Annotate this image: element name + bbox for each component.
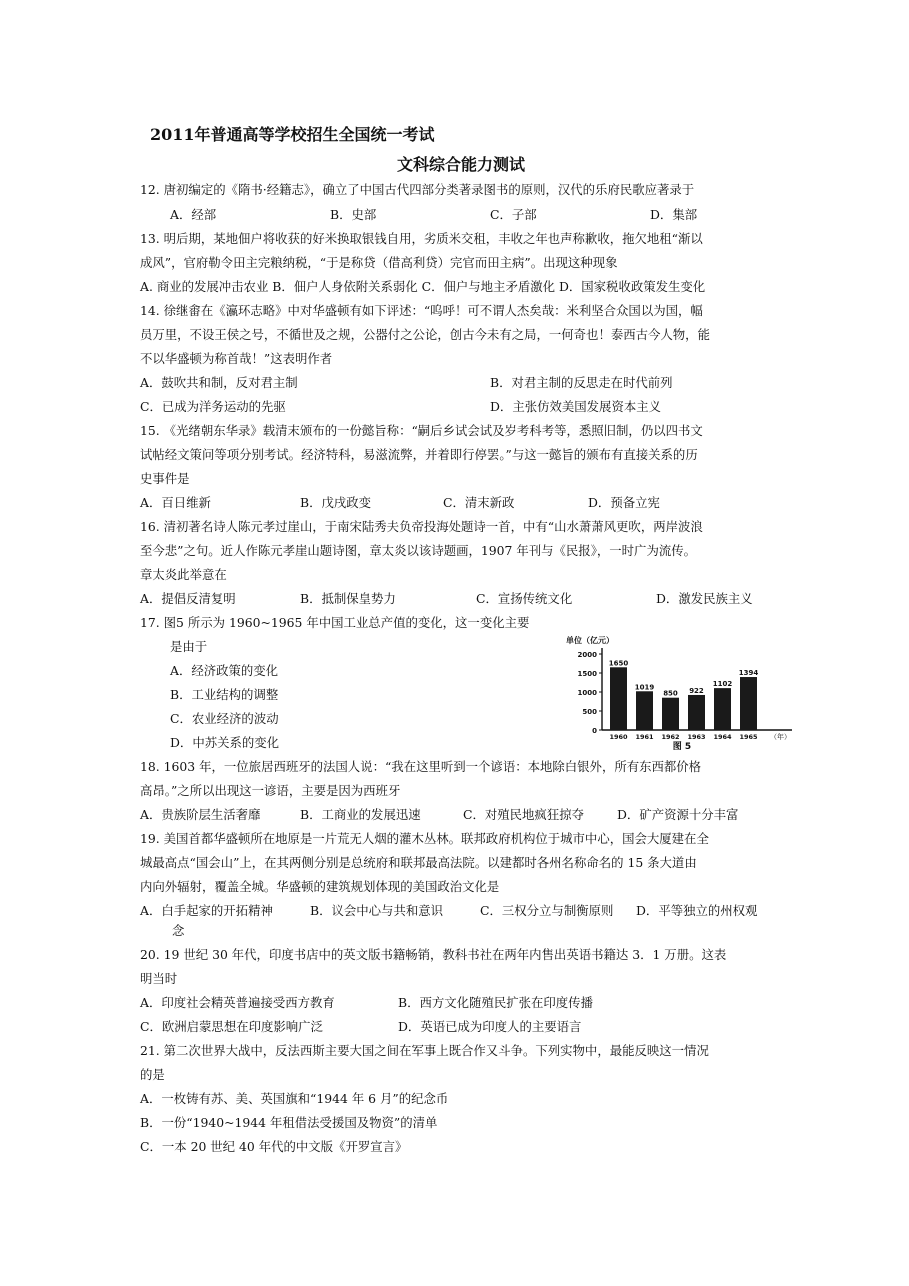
q15-option-c: C．清末新政 — [443, 495, 515, 510]
q19-option-d: D．平等独立的州权观 — [636, 903, 758, 918]
q19-stem-line: 内向外辐射，覆盖全城。华盛顿的建筑规划体现的美国政治文化是 — [140, 879, 500, 894]
q14-stem-line: 员万里，不设王侯之号，不循世及之规，公器付之公论，创古今未有之局，一何奇也！泰西古今人物，能 — [140, 327, 710, 342]
q16-option-b: B．抵制保皇势力 — [300, 591, 396, 606]
q13-stem-line: 13. 明后期，某地佃户将收获的好米换取银钱自用，劣质米交租，丰收之年也声称歉收，拖欠地租“渐以 — [140, 231, 703, 246]
q19-stem-line: 城最高点“国会山”上，在其两侧分别是总统府和联邦最高法院。以建都时各州名称命名的 15 条大道由 — [140, 855, 697, 870]
q16-stem-line: 16. 清初著名诗人陈元孝过崖山，于南宋陆秀夫负帝投海处题诗一首，中有“山水萧萧风更吹，两岸波浪 — [140, 519, 703, 534]
q21-stem-line: 21. 第二次世界大战中，反法西斯主要大国之间在军事上既合作又斗争。下列实物中，最能反映这一情况 — [140, 1043, 709, 1058]
q20-option-a: A．印度社会精英普遍接受西方教育 — [140, 995, 335, 1010]
q19-option-a: A．白手起家的开拓精神 — [140, 903, 273, 918]
q15-option-b: B．戊戌政变 — [300, 495, 372, 510]
q16-stem-line: 至今悲”之句。近人作陈元孝崖山题诗图，章太炎以该诗题画，1907 年刊与《民报》，一时广为流传。 — [140, 543, 697, 558]
x-tick-label: 1960 — [609, 733, 628, 741]
q19-option-d-wrap: 念 — [172, 923, 185, 938]
y-tick-label: 500 — [582, 708, 597, 716]
bar-value-label: 850 — [663, 689, 678, 698]
y-tick-label: 1500 — [577, 670, 597, 678]
bar — [688, 695, 705, 730]
bar-value-label: 1394 — [738, 669, 759, 678]
q17-option-d: D．中苏关系的变化 — [170, 735, 280, 750]
q18-option-c: C．对殖民地疯狂掠夺 — [463, 807, 584, 822]
q19-option-b: B．议会中心与共和意识 — [310, 903, 444, 918]
q20-stem-line: 明当时 — [140, 971, 178, 986]
q18-option-b: B．工商业的发展迅速 — [300, 807, 421, 822]
y-tick-label: 2000 — [577, 651, 597, 659]
q16-option-d: D．激发民族主义 — [656, 591, 753, 606]
q20-option-b: B．西方文化随殖民扩张在印度传播 — [398, 995, 593, 1010]
q15-stem-line: 史事件是 — [140, 471, 190, 486]
bar — [740, 677, 757, 730]
q18-stem-line: 高昂。”之所以出现这一谚语，主要是因为西班牙 — [140, 783, 401, 798]
q21-option-b: B．一份“1940~1944 年租借法受援国及物资”的清单 — [140, 1115, 438, 1130]
q18-stem-line: 18. 1603 年，一位旅居西班牙的法国人说：“我在这里听到一个谚语：本地除白银外，所有东西都价格 — [140, 759, 702, 774]
q20-stem-line: 20. 19 世纪 30 年代，印度书店中的英文版书籍畅销，教科书社在两年内售出英语书籍达 3．1 万册。这表 — [140, 947, 727, 962]
q21-option-a: A．一枚铸有苏、美、英国旗和“1944 年 6 月”的纪念币 — [140, 1091, 449, 1106]
y-tick-label: 1000 — [577, 689, 597, 697]
industrial-output-chart — [564, 632, 814, 750]
q20-option-c: C．欧洲启蒙思想在印度影响广泛 — [140, 1019, 323, 1034]
bar-value-label: 1102 — [712, 680, 733, 689]
x-tick-label: 1961 — [635, 733, 654, 741]
y-tick-label: 0 — [592, 727, 597, 735]
q15-option-a: A．百日维新 — [140, 495, 211, 510]
x-tick-label: 1963 — [687, 733, 706, 741]
bar — [636, 691, 653, 730]
q18-option-a: A．贵族阶层生活奢靡 — [140, 807, 261, 822]
q15-stem-line: 试帖经文策问等项分别考试。经济特科，易滋流弊，并着即行停罢。”与这一懿旨的颁布有直接关系的历 — [140, 447, 698, 462]
q14-stem-line: 不以华盛顿为称首哉！”这表明作者 — [140, 351, 333, 366]
bar-value-label: 1650 — [608, 659, 629, 668]
q16-stem-line: 章太炎此举意在 — [140, 567, 227, 582]
q14-option-b: B．对君主制的反思走在时代前列 — [490, 375, 673, 390]
q19-stem-line: 19. 美国首都华盛顿所在地原是一片荒无人烟的灌木丛林。联邦政府机构位于城市中心，国会大厦建在全 — [140, 831, 709, 846]
q16-option-c: C．宣扬传统文化 — [476, 591, 573, 606]
q14-option-c: C．已成为洋务运动的先驱 — [140, 399, 286, 414]
bar — [714, 688, 731, 730]
bar — [662, 698, 679, 730]
q17-stem-line: 是由于 — [170, 639, 208, 654]
q13-stem-line: 成风”，官府勒令田主完粮纳税，“于是称贷（借高利贷）完官而田主病”。出现这种现象 — [140, 255, 618, 270]
q17-option-a: A．经济政策的变化 — [170, 663, 279, 678]
q13-options: A. 商业的发展冲击农业 B．佃户人身依附关系弱化 C．佃户与地主矛盾激化 D．国家税收政策发生变化 — [140, 279, 706, 294]
q20-option-d: D．英语已成为印度人的主要语言 — [398, 1019, 582, 1034]
q12-option-a: A．经部 — [170, 207, 217, 222]
chart-unit-label: 单位（亿元） — [566, 636, 614, 645]
q18-option-d: D．矿产资源十分丰富 — [617, 807, 739, 822]
q19-option-c: C．三权分立与制衡原则 — [480, 903, 614, 918]
x-tick-label: 1964 — [713, 733, 732, 741]
exam-title: 2011年普通高等学校招生全国统一考试 — [150, 125, 435, 144]
q14-option-d: D．主张仿效美国发展资本主义 — [490, 399, 662, 414]
q15-stem-line: 15. 《光绪朝东华录》载清末颁布的一份懿旨称：“嗣后乡试会试及岁考科考等，悉照旧制，仍以四书文 — [140, 423, 703, 438]
q17-option-c: C．农业经济的波动 — [170, 711, 279, 726]
bar-value-label: 922 — [689, 686, 704, 695]
q16-option-a: A．提倡反清复明 — [140, 591, 236, 606]
q21-option-c: C．一本 20 世纪 40 年代的中文版《开罗宣言》 — [140, 1139, 408, 1154]
bar-value-label: 1019 — [634, 683, 655, 692]
exam-subtitle: 文科综合能力测试 — [397, 155, 526, 174]
q21-stem-line: 的是 — [140, 1067, 165, 1082]
chart-title: 图 5 — [672, 742, 692, 750]
q12-option-c: C．子部 — [490, 207, 537, 222]
q12-stem-line: 12. 唐初编定的《隋书·经籍志》，确立了中国古代四部分类著录图书的原则，汉代的乐府民歌应著录于 — [140, 182, 695, 197]
x-axis-label: （年） — [770, 733, 791, 741]
x-tick-label: 1965 — [739, 733, 758, 741]
q12-option-b: B．史部 — [330, 207, 377, 222]
bar — [610, 667, 627, 730]
q14-stem-line: 14. 徐继畬在《瀛环志略》中对华盛顿有如下评述：“呜呼！可不谓人杰矣哉：米利坚合众国以为国，幅 — [140, 303, 703, 318]
x-tick-label: 1962 — [661, 733, 680, 741]
q15-option-d: D．预备立宪 — [588, 495, 660, 510]
q12-option-d: D．集部 — [650, 207, 698, 222]
q14-option-a: A．鼓吹共和制，反对君主制 — [140, 375, 298, 390]
q17-option-b: B．工业结构的调整 — [170, 687, 279, 702]
q17-stem-line: 17. 图5 所示为 1960~1965 年中国工业总产值的变化，这一变化主要 — [140, 615, 530, 630]
